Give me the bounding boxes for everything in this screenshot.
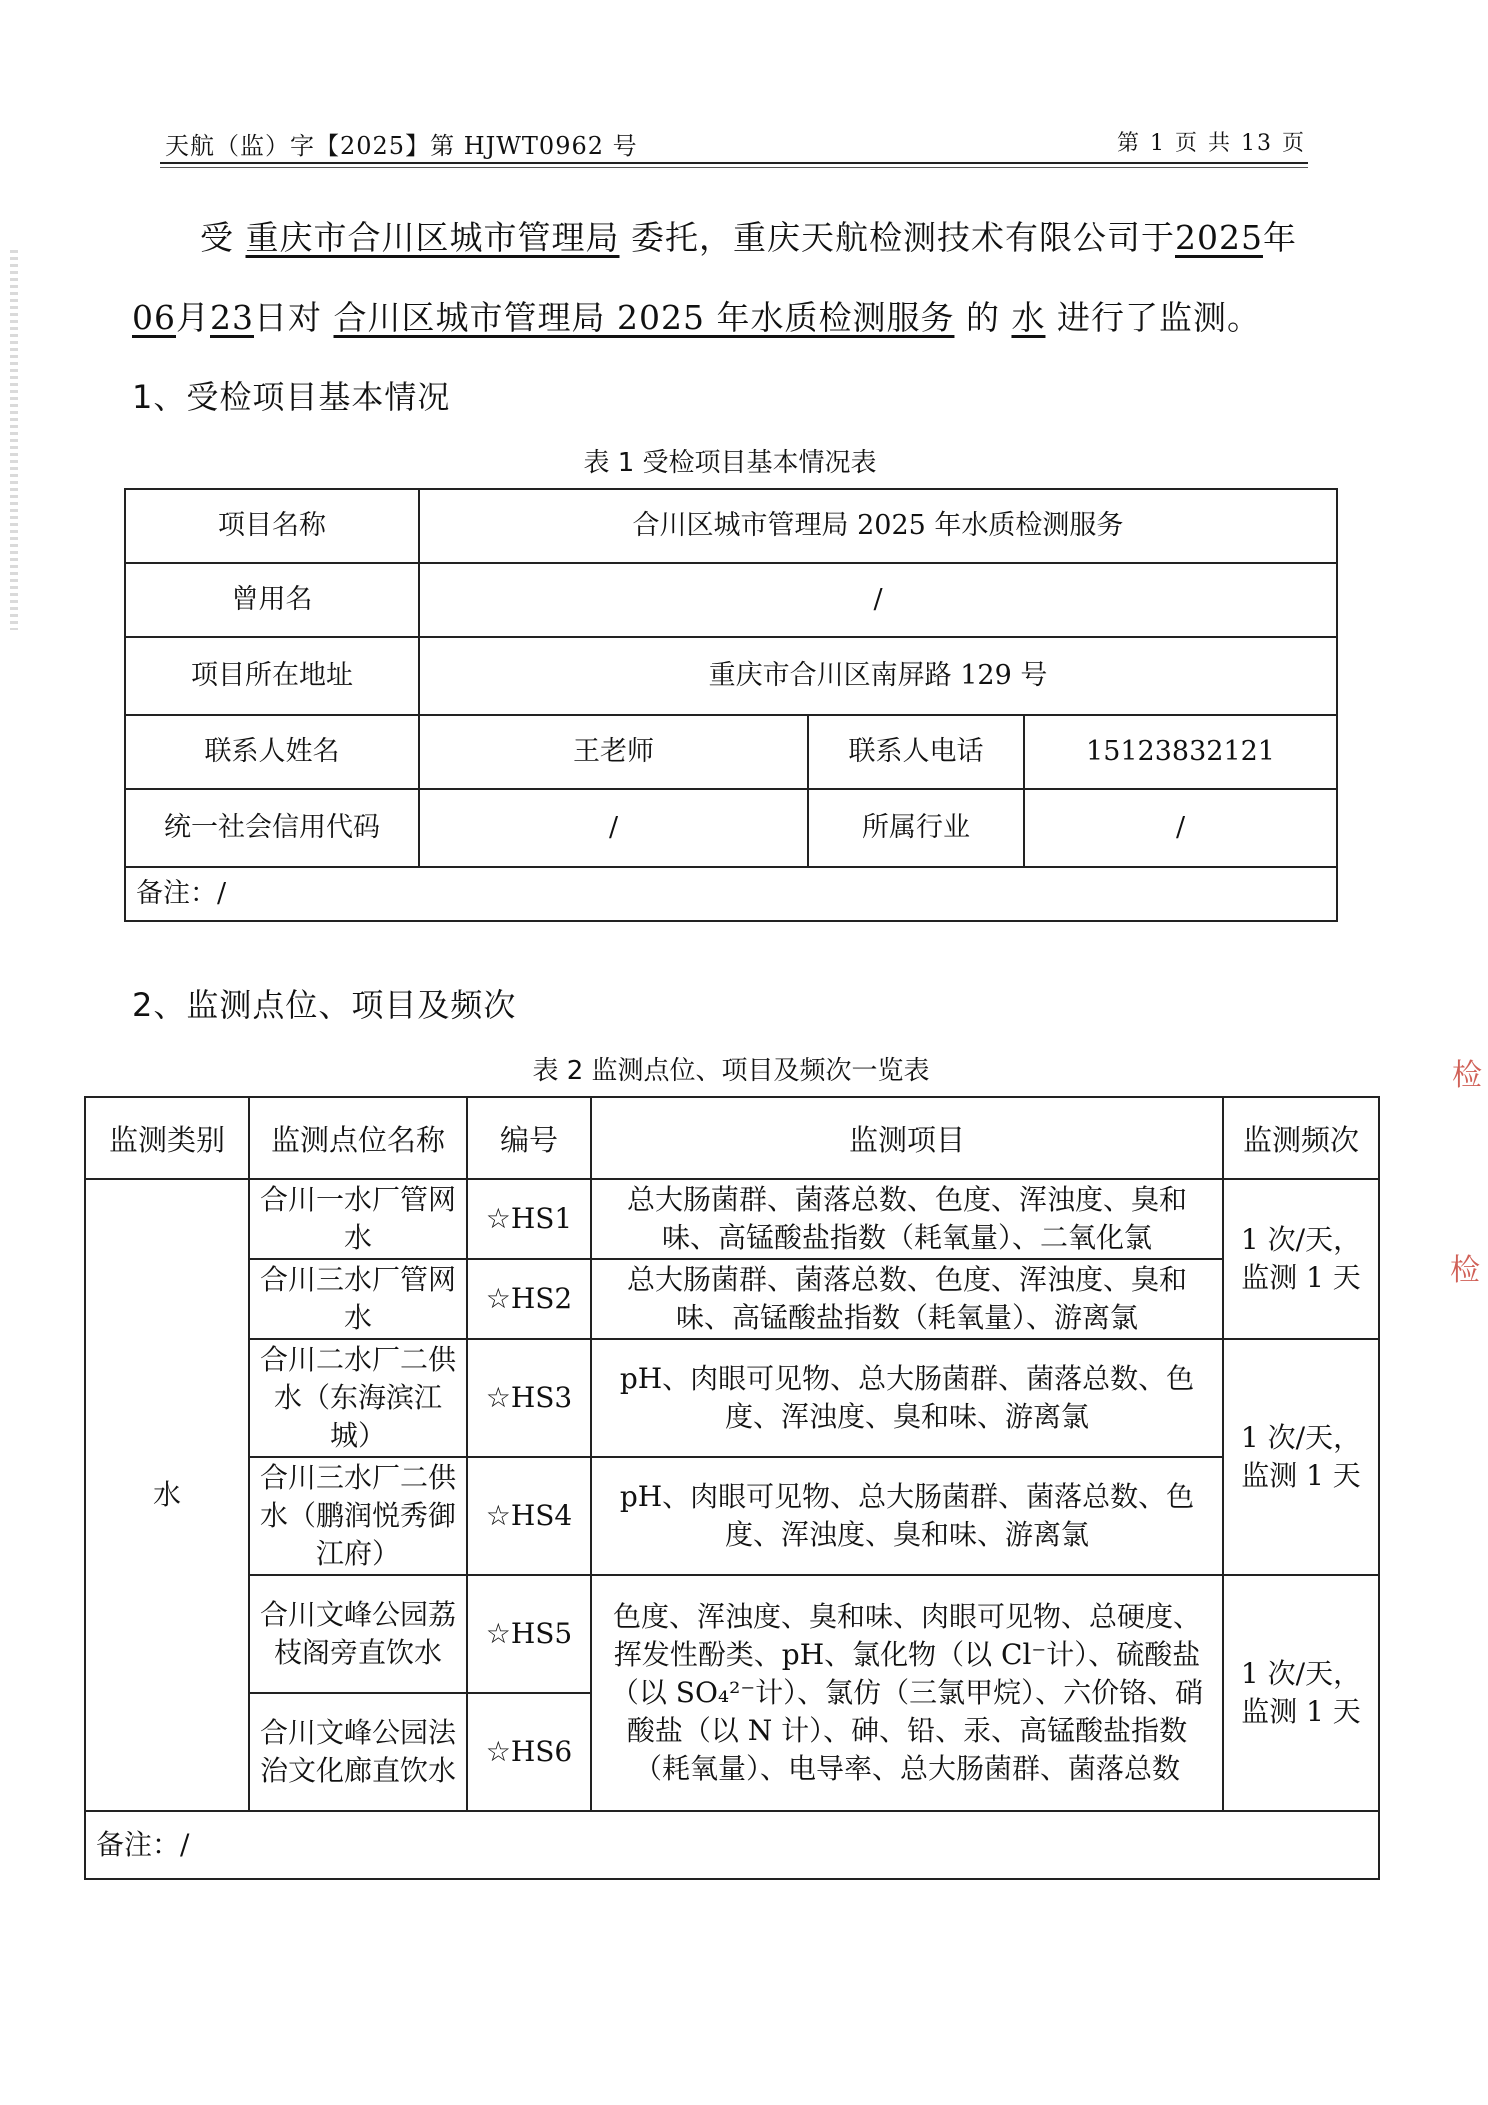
site-name: 合川二水厂二供水（东海滨江城） [249,1339,467,1457]
frequency-cell: 1 次/天，监测 1 天 [1223,1339,1379,1575]
monitoring-items: 总大肠菌群、菌落总数、色度、浑浊度、臭和味、高锰酸盐指数（耗氧量）、游离氯 [591,1259,1223,1339]
table-row [85,1179,1379,1259]
project-info-table [124,488,1338,922]
stamp-fragment: 检 [1452,1058,1482,1093]
header-items: 监测项目 [591,1097,1223,1179]
contact-name-value: 王老师 [419,715,808,789]
header-rule [160,162,1308,164]
client-name: 重庆市合川区城市管理局 [245,218,620,257]
survey-year: 2025 [1175,218,1263,257]
document-number: 天航（监）字【2025】第 HJWT0962 号 [165,132,638,160]
contact-phone-value: 15123832121 [1024,715,1337,789]
section-2-title: 2、监测点位、项目及频次 [132,986,517,1024]
frequency-cell: 1 次/天，监测 1 天 [1223,1575,1379,1811]
intro-text: 受 [200,218,234,257]
project-name: 合川区城市管理局 2025 年水质检测服务 [333,298,955,337]
stamp-fragment: 检 [1450,1253,1480,1288]
table-2-caption: 表 2 监测点位、项目及频次一览表 [532,1056,930,1086]
intro-text: 月 [176,298,210,337]
former-name-label: 曾用名 [125,563,419,637]
table-row [125,637,1337,715]
table-2-note: 备注：/ [85,1811,1379,1879]
category-cell: 水 [85,1179,249,1811]
contact-phone-label: 联系人电话 [808,715,1024,789]
header-code: 编号 [467,1097,591,1179]
header-frequency: 监测频次 [1223,1097,1379,1179]
section-1-title: 1、受检项目基本情况 [132,378,451,416]
monitoring-items-shared: 色度、浑浊度、臭和味、肉眼可见物、总硬度、挥发性酚类、pH、氯化物（以 Cl⁻计）、硫酸盐（以 SO₄²⁻计）、氯仿（三氯甲烷）、六价铬、硝酸盐（以 N 计）、砷、铅、汞、高锰酸盐指数（耗氧量）、电导率、总大肠菌群、菌落总数 [591,1575,1223,1811]
monitoring-items: pH、肉眼可见物、总大肠菌群、菌落总数、色度、浑浊度、臭和味、游离氯 [591,1457,1223,1575]
intro-text: 的 [965,298,1000,337]
monitoring-items: pH、肉眼可见物、总大肠菌群、菌落总数、色度、浑浊度、臭和味、游离氯 [591,1339,1223,1457]
site-code: ☆HS1 [467,1179,591,1259]
sample-type: 水 [1011,298,1046,337]
table-row [85,1811,1379,1879]
site-code: ☆HS4 [467,1457,591,1575]
former-name-value: / [419,563,1337,637]
intro-text: 委托，重庆天航检测技术有限公司于 [631,218,1175,257]
monitoring-table [84,1096,1380,1880]
site-code: ☆HS6 [467,1693,591,1811]
site-code: ☆HS3 [467,1339,591,1457]
site-name: 合川文峰公园荔枝阁旁直饮水 [249,1575,467,1693]
table-row [85,1575,1379,1693]
address-label: 项目所在地址 [125,637,419,715]
frequency-cell: 1 次/天，监测 1 天 [1223,1179,1379,1339]
site-name: 合川一水厂管网水 [249,1179,467,1259]
monitoring-items: 总大肠菌群、菌落总数、色度、浑浊度、臭和味、高锰酸盐指数（耗氧量）、二氧化氯 [591,1179,1223,1259]
address-value: 重庆市合川区南屏路 129 号 [419,637,1337,715]
survey-month: 06 [132,298,176,337]
contact-name-label: 联系人姓名 [125,715,419,789]
site-code: ☆HS2 [467,1259,591,1339]
credit-code-value: / [419,789,808,867]
industry-label: 所属行业 [808,789,1024,867]
scan-edge-marks [10,250,18,630]
table-1-caption: 表 1 受检项目基本情况表 [583,448,877,478]
industry-value: / [1024,789,1337,867]
header-rule-thin [160,167,1308,168]
site-name: 合川文峰公园法治文化廊直饮水 [249,1693,467,1811]
table-1-note: 备注：/ [125,867,1337,921]
site-name: 合川三水厂管网水 [249,1259,467,1339]
credit-code-label: 统一社会信用代码 [125,789,419,867]
intro-text: 年 [1262,218,1297,257]
intro-text: 进行了监测。 [1056,298,1261,337]
project-name-value: 合川区城市管理局 2025 年水质检测服务 [419,489,1337,563]
header-site: 监测点位名称 [249,1097,467,1179]
table-row [125,789,1337,867]
intro-line-2 [132,292,1261,339]
table-row [125,489,1337,563]
project-name-label: 项目名称 [125,489,419,563]
table-header-row [85,1097,1379,1179]
table-row [85,1339,1379,1457]
site-code: ☆HS5 [467,1575,591,1693]
header-category: 监测类别 [85,1097,249,1179]
page-info: 第 1 页 共 13 页 [1117,131,1306,156]
intro-line-1 [200,212,1297,259]
survey-day: 23 [210,298,254,337]
table-row [125,715,1337,789]
table-row [85,1259,1379,1339]
table-row [125,867,1337,921]
site-name: 合川三水厂二供水（鹏润悦秀御江府） [249,1457,467,1575]
table-row [85,1457,1379,1575]
intro-text: 日对 [254,298,322,337]
table-row [125,563,1337,637]
